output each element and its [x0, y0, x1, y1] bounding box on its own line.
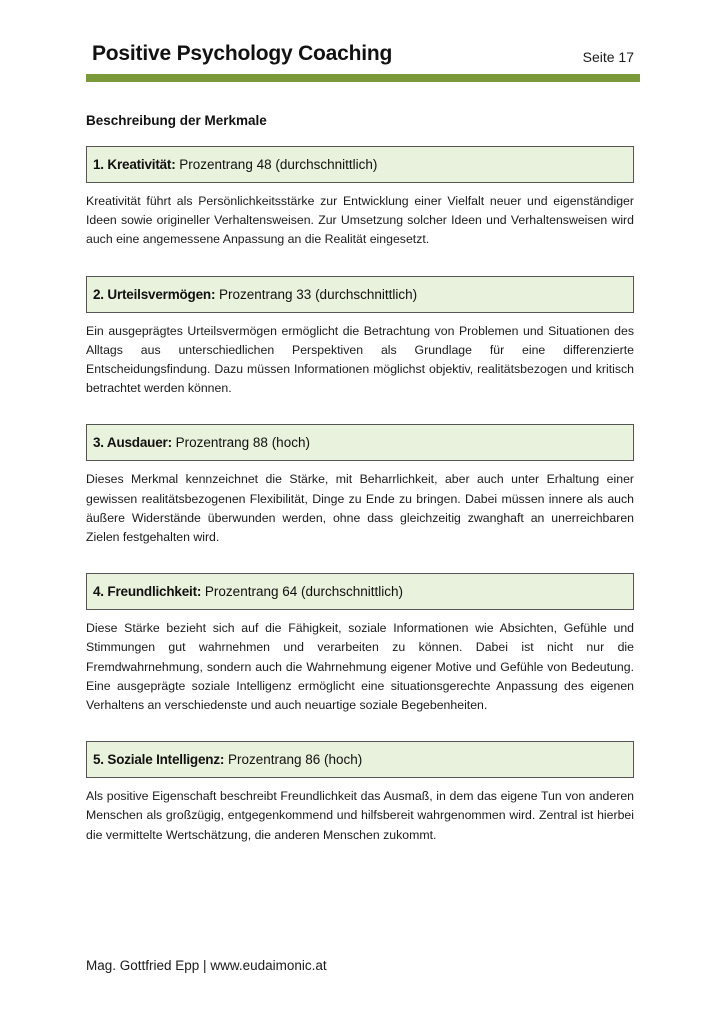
criterion-item [86, 573, 634, 715]
criterion-description: Als positive Eigenschaft beschreibt Freundlichkeit das Ausmaß, in dem das eigene Tun von anderen Menschen als großzügig, entgegenkommend und hilfsbereit wahrgenommen wird. Zentral ist hierbei die vermittelte Wertschätzung, die anderen Menschen zukommt. [86, 789, 634, 842]
criteria-list [86, 146, 634, 871]
criterion-item [86, 276, 634, 399]
criterion-title: 3. Ausdauer: [93, 435, 172, 451]
criterion-title: 4. Freundlichkeit: [93, 584, 202, 600]
criterion-rank: Prozentrang 64 (durchschnittlich) [201, 584, 404, 600]
document-title: Positive Psychology Coaching [92, 42, 393, 65]
criterion-rank: Prozentrang 86 (hoch) [224, 752, 363, 768]
criterion-rank: Prozentrang 33 (durchschnittlich) [215, 286, 418, 302]
criterion-header-box [86, 276, 634, 313]
page-header [86, 42, 640, 72]
criterion-title: 1. Kreativität: [93, 157, 176, 172]
criterion-title: 5. Soziale Intelligenz: [93, 752, 225, 768]
header-rule [86, 74, 640, 82]
criterion-item [86, 741, 634, 845]
criterion-description: Ein ausgeprägtes Urteilsvermögen ermöglicht die Betrachtung von Problemen und Situationen des Alltags aus unterschiedlichen Perspektiven als Grundlage für eine differenzierte Entscheidungsfindung. Dazu müssen Informationen möglichst objektiv, realitätsbezogen und kritisch betrachtet werden können. [86, 323, 634, 396]
criterion-item [86, 146, 634, 250]
criterion-description: Dieses Merkmal kennzeichnet die Stärke, mit Beharrlichkeit, aber auch unter Erhaltung einer gewissen realitätsbezogenen Flexibilität, Dinge zu Ende zu bringen. Dabei müssen innere als auch äußere Widerstände überwunden werden, ohne dass gleichzeitig zwanghaft an unerreichbaren Zielen festgehalten wird. [86, 472, 634, 545]
criterion-header-box [86, 741, 634, 778]
criterion-item [86, 424, 634, 547]
criterion-rank: Prozentrang 88 (hoch) [171, 435, 310, 451]
criterion-header-box [86, 424, 634, 461]
criterion-title: 2. Urteilsvermögen: [93, 286, 216, 302]
page-number: Seite 17 [582, 49, 634, 65]
page-footer: Mag. Gottfried Epp | www.eudaimonic.at [86, 958, 327, 973]
criterion-description: Diese Stärke bezieht sich auf die Fähigkeit, soziale Informationen wie Absichten, Gefühle und Stimmungen gut wahrnehmen und verarbeiten zu können. Dabei ist nicht nur die Fremdwahrnehmung, sondern auch die Wahrnehmung eigener Motive und Gefühle von Bedeutung. Eine ausgeprägte soziale Intelligenz ermöglicht eine situationsgerechte Anpassung des eigenen Verhaltens an verschiedenste und auch neuartige soziale Begebenheiten. [86, 621, 634, 713]
criterion-header-box [86, 146, 634, 183]
section-heading: Beschreibung der Merkmale [86, 113, 267, 128]
criterion-header-box [86, 573, 634, 610]
criterion-description: Kreativität führt als Persönlichkeitsstärke zur Entwicklung einer Vielfalt neuer und eigenständiger Ideen sowie origineller Verhaltensweisen. Zur Umsetzung solcher Ideen und Verhaltensweisen wird auch eine angemessene Anpassung an die Realität eingesetzt. [86, 194, 634, 247]
criterion-rank: Prozentrang 48 (durchschnittlich) [175, 157, 378, 172]
